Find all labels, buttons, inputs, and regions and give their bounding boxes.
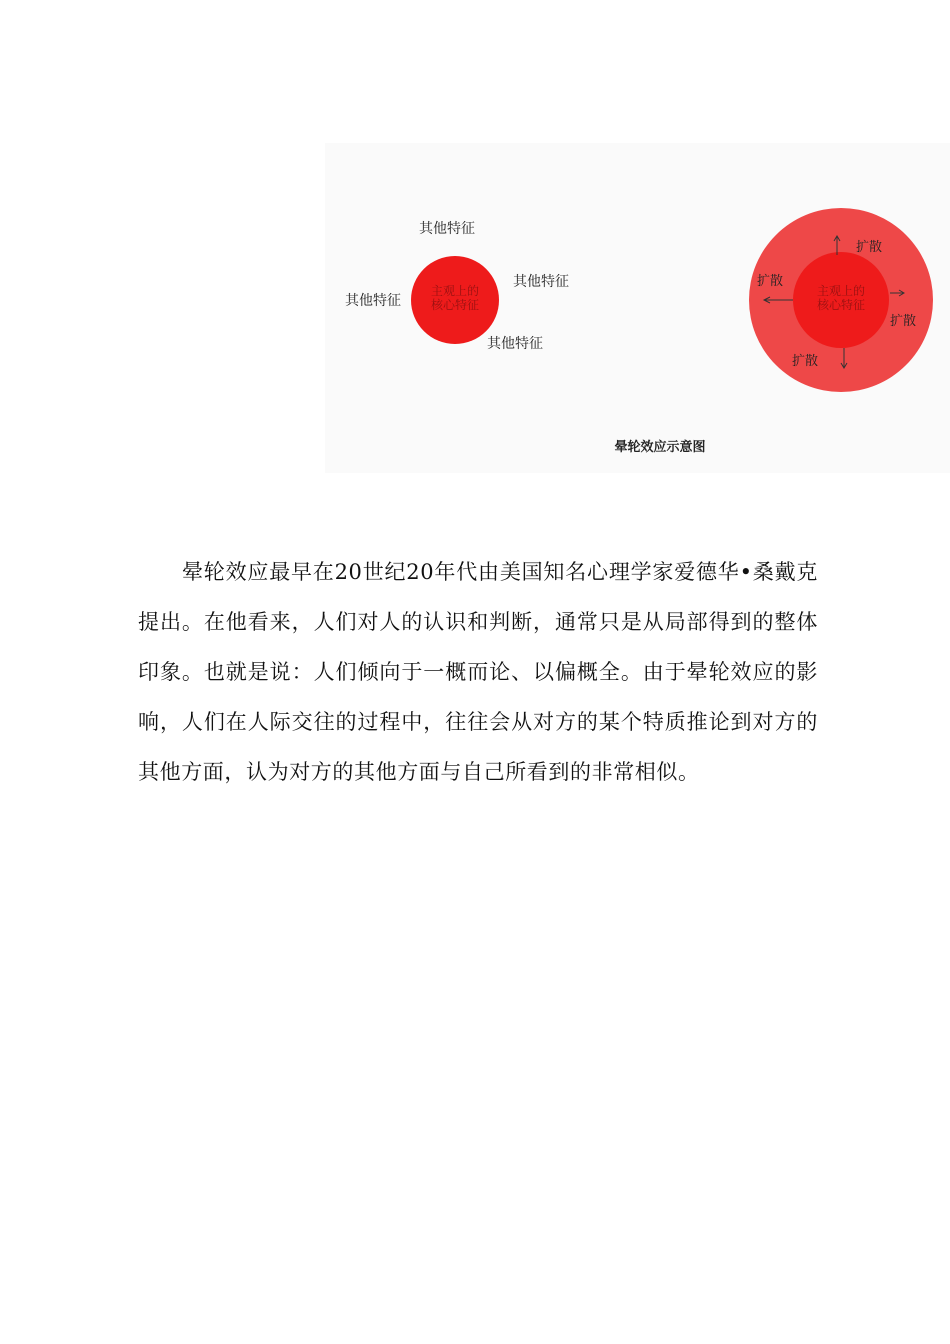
other-trait-label-right: 其他特征 (513, 274, 569, 290)
halo-effect-diagram (325, 143, 950, 473)
core-trait-label-line2: 核心特征 (816, 298, 866, 312)
core-trait-label-line2: 核心特征 (430, 298, 480, 312)
spread-label-bottom: 扩散 (791, 354, 819, 369)
figure-caption: 晕轮效应示意图 (614, 440, 706, 455)
spread-label-top: 扩散 (855, 240, 883, 255)
other-trait-label-top: 其他特征 (419, 221, 475, 237)
spread-label-right: 扩散 (889, 314, 917, 329)
core-trait-label-line1: 主观上的 (430, 284, 480, 298)
other-trait-label-left: 其他特征 (345, 293, 401, 309)
core-trait-label-line1: 主观上的 (816, 284, 866, 298)
spread-label-left: 扩散 (756, 274, 784, 289)
halo-effect-figure (325, 143, 950, 473)
other-trait-label-bottom: 其他特征 (487, 336, 543, 352)
body-paragraph: 晕轮效应最早在20世纪20年代由美国知名心理学家爱德华•桑戴克提出。在他看来，人们对人的认识和判断，通常只是从局部得到的整体印象。也就是说：人们倾向于一概而论、以偏概全。由于晕轮效应的影响，人们在人际交往的过程中，往往会从对方的某个特质推论到对方的其他方面，认为对方的其他方面与自己所看到的非常相似。 (138, 560, 818, 784)
right-diagram (749, 208, 933, 392)
